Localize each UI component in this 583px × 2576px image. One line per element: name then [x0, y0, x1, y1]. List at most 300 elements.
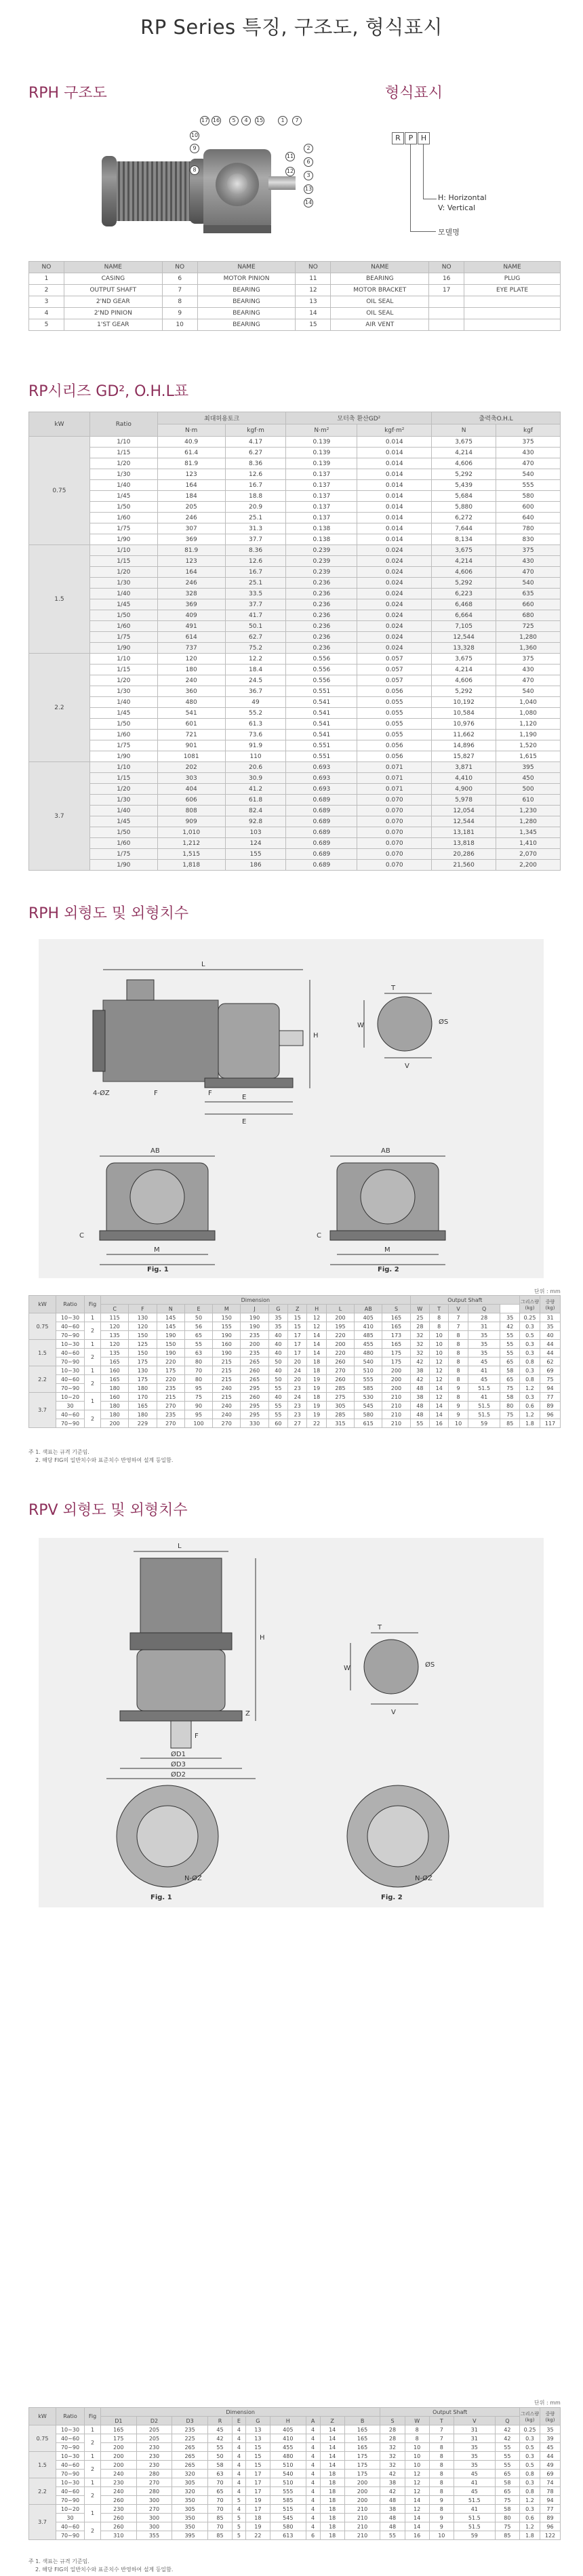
rpv-cell: 17: [245, 2487, 270, 2496]
rpv-cell: 480: [270, 2452, 306, 2461]
parts-cell: 12: [296, 285, 331, 296]
gd2-cell: 24.5: [225, 675, 286, 686]
gd2-cell: 0.236: [286, 578, 357, 589]
gd2-cell: 1,360: [496, 643, 561, 654]
rph-cell: 0.3: [520, 1393, 540, 1402]
rpv-cell: 19: [245, 2496, 270, 2505]
rph-cell: 40: [540, 1331, 561, 1340]
rpv-header: 중량 (kg): [540, 2408, 561, 2425]
gd2-cell: 1/10: [89, 437, 157, 448]
rpv-cell: 55: [495, 2452, 519, 2461]
gd2-cell: 0.055: [357, 730, 432, 740]
rph-fig-cell: 1: [85, 1393, 101, 1410]
rph-cell: 55: [268, 1402, 287, 1410]
rph-cell: 175: [157, 1366, 184, 1375]
gd2-cell: 2,200: [496, 860, 561, 871]
gd2-cell: 635: [496, 589, 561, 599]
rph-cell: 42: [410, 1375, 429, 1384]
rpv-cell: 4: [233, 2434, 246, 2443]
rpv-cell: 200: [344, 2487, 380, 2496]
rph-row: [29, 1313, 561, 1322]
gd2-row: [29, 740, 561, 751]
gd2-cell: 375: [496, 654, 561, 665]
gd2-cell: 3,675: [432, 545, 496, 556]
rpv-cell: 69: [540, 2470, 561, 2478]
rpv-subheader: D2: [136, 2417, 172, 2425]
rph-row: [29, 1393, 561, 1402]
rph-fig-cell: 2: [85, 1410, 101, 1428]
callout: 12: [285, 167, 295, 176]
rpv-cell: 4: [306, 2496, 320, 2505]
rpv-cell: 200: [344, 2478, 380, 2487]
rph-cell: 55: [500, 1340, 520, 1349]
rph-cell: 8: [430, 1313, 449, 1322]
rph-cell: 260: [326, 1375, 354, 1384]
rpv-cell: 265: [172, 2452, 208, 2461]
format-letter-p: P: [405, 132, 417, 144]
rpv-cell: 12: [405, 2478, 429, 2487]
rpv-dim-label: ØD3: [171, 1761, 186, 1768]
rpv-cell: 48: [380, 2514, 405, 2522]
rph-subheader: F: [129, 1305, 157, 1313]
gd2-cell: 0.138: [286, 534, 357, 545]
gd2-row: [29, 502, 561, 513]
rpv-subheader: Z: [320, 2417, 344, 2425]
gd2-cell: 1/30: [89, 469, 157, 480]
rph-cell: 80: [184, 1358, 212, 1366]
rpv-cell: 165: [344, 2434, 380, 2443]
rpv-fig-cell: 2: [85, 2487, 101, 2505]
gd2-cell: 0.551: [286, 740, 357, 751]
rpv-cell: 40~60: [56, 2522, 85, 2531]
rph-cell: 215: [157, 1393, 184, 1402]
rph-cell: 150: [157, 1340, 184, 1349]
rph-cell: 40~60: [56, 1375, 85, 1384]
rpv-cell: 585: [270, 2496, 306, 2505]
rph-cell: 42: [410, 1358, 429, 1366]
rph-dim-label: 4-ØZ: [93, 1090, 110, 1097]
gd2-cell: 680: [496, 610, 561, 621]
rpv-cell: 18: [320, 2522, 344, 2531]
rpv-cell: 270: [136, 2505, 172, 2514]
gd2-cell: 1/15: [89, 556, 157, 567]
rph-kw-cell: 3.7: [29, 1393, 56, 1428]
rph-cell: 63: [184, 1349, 212, 1358]
rpv-fig1-label: Fig. 1: [150, 1894, 172, 1901]
rph-row: [29, 1358, 561, 1366]
gd2-cell: 540: [496, 469, 561, 480]
gd2-cell: 1/75: [89, 740, 157, 751]
parts-cell: BEARING: [331, 273, 429, 285]
rph-row: [29, 1349, 561, 1358]
rph-cell: 210: [382, 1402, 410, 1410]
rpv-cell: 4: [233, 2505, 246, 2514]
rpv-cell: 265: [172, 2461, 208, 2470]
rpv-cell: 200: [344, 2496, 380, 2505]
rpv-cell: 580: [270, 2522, 306, 2531]
rph-subheader: T: [430, 1305, 449, 1313]
parts-header: NO: [29, 262, 64, 273]
gd2-cell: 1/20: [89, 784, 157, 795]
rpv-subheader: E: [233, 2417, 246, 2425]
rpv-fig2-label: Fig. 2: [381, 1894, 403, 1901]
rpv-fig-cell: 1: [85, 2505, 101, 2522]
rph-cell: 18: [307, 1393, 326, 1402]
rph-note-2: 2. 해당 FIG의 일반치수와 표준치수 반영하여 설계 등일함.: [35, 1457, 174, 1463]
gd2-cell: 601: [157, 719, 225, 730]
rph-cell: 200: [326, 1340, 354, 1349]
gd2-row: [29, 708, 561, 719]
rpv-cell: 70~90: [56, 2443, 85, 2452]
gd2-cell: 430: [496, 448, 561, 458]
rph-cell: 70: [184, 1366, 212, 1375]
gd2-cell: 0.070: [357, 795, 432, 806]
rph-cell: 235: [241, 1331, 268, 1340]
rph-cell: 44: [540, 1340, 561, 1349]
rpv-cell: 8: [429, 2443, 454, 2452]
gd2-cell: 202: [157, 762, 225, 773]
gd2-cell: 8.36: [225, 545, 286, 556]
parts-cell: [464, 296, 561, 308]
gd2-row: [29, 686, 561, 697]
gd2-cell: 725: [496, 621, 561, 632]
rpv-cell: 613: [270, 2531, 306, 2540]
gd2-cell: 103: [225, 827, 286, 838]
structure-section-title: RPH 구조도: [28, 85, 107, 102]
gd2-cell: 721: [157, 730, 225, 740]
rph-cell: 8: [449, 1375, 468, 1384]
gd2-cell: 240: [157, 675, 225, 686]
parts-row: [29, 296, 561, 308]
rpv-cell: 51.5: [454, 2514, 495, 2522]
rpv-cell: 8: [405, 2425, 429, 2434]
rpv-cell: 235: [172, 2425, 208, 2434]
rpv-cell: 42: [495, 2434, 519, 2443]
gd2-cell: 0.014: [357, 448, 432, 458]
rpv-cell: 45: [540, 2443, 561, 2452]
gd2-cell: 1/60: [89, 621, 157, 632]
gd2-cell: 8,134: [432, 534, 496, 545]
gd2-cell: 0.693: [286, 784, 357, 795]
rph-cell: 50: [268, 1358, 287, 1366]
rph-cell: 14: [430, 1410, 449, 1419]
gd2-cell: 180: [157, 665, 225, 675]
gd2-subheader: kgf·m: [225, 424, 286, 437]
rpv-cell: 40~60: [56, 2434, 85, 2443]
rpv-cell: 13: [245, 2434, 270, 2443]
rph-cell: 55: [500, 1349, 520, 1358]
rpv-cell: 4: [233, 2443, 246, 2452]
rpv-cell: 10: [405, 2461, 429, 2470]
rph-row: [29, 1375, 561, 1384]
rph-subheader: E: [184, 1305, 212, 1313]
rph-cell: 145: [157, 1322, 184, 1331]
parts-cell: 3: [29, 296, 64, 308]
gd2-cell: 0.071: [357, 773, 432, 784]
gd2-row: [29, 697, 561, 708]
rph-cell: 585: [355, 1384, 382, 1393]
rpv-cell: 8: [429, 2452, 454, 2461]
rpv-cell: 35: [540, 2425, 561, 2434]
gd2-cell: 186: [225, 860, 286, 871]
rph-cell: 229: [129, 1419, 157, 1428]
rph-cell: 14: [307, 1349, 326, 1358]
gd2-cell: 1/10: [89, 654, 157, 665]
rph-cell: 10~20: [56, 1393, 85, 1402]
gd2-cell: 0.689: [286, 816, 357, 827]
rpv-cell: 70: [207, 2496, 232, 2505]
rpv-cell: 16: [405, 2531, 429, 2540]
rpv-cell: 4: [233, 2425, 246, 2434]
rpv-cell: 28: [380, 2434, 405, 2443]
rph-dim-label: W: [357, 1022, 364, 1029]
rpv-row: [29, 2434, 561, 2443]
gd2-cell: 0.057: [357, 654, 432, 665]
gd2-cell: 0.139: [286, 458, 357, 469]
gd2-cell: 1/50: [89, 610, 157, 621]
parts-row: [29, 273, 561, 285]
rpv-cell: 230: [136, 2461, 172, 2470]
rpv-cell: 210: [344, 2531, 380, 2540]
rph-cell: 17: [288, 1331, 307, 1340]
gd2-cell: 50.1: [225, 621, 286, 632]
rph-cell: 35: [500, 1313, 520, 1322]
rph-cell: 115: [101, 1313, 129, 1322]
rpv-cell: 30: [56, 2514, 85, 2522]
rpv-cell: 75: [495, 2522, 519, 2531]
rph-cell: 8: [430, 1322, 449, 1331]
gd2-cell: 1/40: [89, 697, 157, 708]
gd2-cell: 0.551: [286, 751, 357, 762]
rph-cell: 200: [326, 1313, 354, 1322]
rpv-dim-label: ØS: [425, 1661, 435, 1669]
gd2-cell: 0.070: [357, 806, 432, 816]
gd2-row: [29, 599, 561, 610]
parts-cell: 5: [29, 319, 64, 331]
gd2-cell: 0.024: [357, 545, 432, 556]
rpv-cell: 70: [207, 2505, 232, 2514]
rph-cell: 60: [268, 1419, 287, 1428]
rph-cell: 270: [213, 1419, 241, 1428]
rpv-cell: 18: [320, 2514, 344, 2522]
parts-cell: PLUG: [464, 273, 561, 285]
rpv-cell: 75: [495, 2496, 519, 2505]
rph-subheader: V: [449, 1305, 468, 1313]
rph-fig-cell: 2: [85, 1375, 101, 1393]
rpv-cell: 355: [136, 2531, 172, 2540]
rph-cell: 175: [382, 1358, 410, 1366]
gd2-cell: 110: [225, 751, 286, 762]
rpv-cell: 14: [405, 2522, 429, 2531]
rpv-subheader: B: [344, 2417, 380, 2425]
rph-kw-cell: 1.5: [29, 1340, 56, 1366]
rpv-cell: 38: [380, 2505, 405, 2514]
gd2-cell: 1/60: [89, 513, 157, 523]
rph-cell: 190: [213, 1331, 241, 1340]
gd2-subheader: N·m: [157, 424, 225, 437]
rph-cell: 10~30: [56, 1313, 85, 1322]
gd2-cell: 0.137: [286, 513, 357, 523]
rpv-cell: 5: [233, 2531, 246, 2540]
rpv-cell: 28: [380, 2425, 405, 2434]
gd2-row: [29, 632, 561, 643]
gd2-cell: 540: [496, 686, 561, 697]
rph-cell: 165: [129, 1402, 157, 1410]
rpv-note-1: 주 1. 색표는 규격 기준임.: [28, 2558, 89, 2564]
callout: 10: [190, 131, 199, 140]
rpv-cell: 32: [380, 2452, 405, 2461]
rpv-cell: 12: [405, 2487, 429, 2496]
gd2-row: [29, 437, 561, 448]
rph-cell: 150: [129, 1349, 157, 1358]
gd2-row: [29, 545, 561, 556]
gd2-cell: 1,120: [496, 719, 561, 730]
rpv-dim-label: Z: [245, 1710, 250, 1718]
rph-cell: 0.3: [520, 1349, 540, 1358]
rpv-cell: 14: [405, 2496, 429, 2505]
rph-cell: 295: [241, 1384, 268, 1393]
rpv-cell: 175: [344, 2470, 380, 2478]
rph-cell: 75: [184, 1393, 212, 1402]
rph-cell: 210: [382, 1419, 410, 1428]
rpv-cell: 14: [320, 2443, 344, 2452]
rpv-cell: 320: [172, 2487, 208, 2496]
gd2-cell: 5,684: [432, 491, 496, 502]
rph-cell: 40: [268, 1349, 287, 1358]
rpv-cell: 70~90: [56, 2470, 85, 2478]
rpv-dim-label: N-ØZ: [184, 1875, 202, 1882]
rpv-drawing-panel: [39, 1538, 544, 1907]
rph-cell: 180: [101, 1384, 129, 1393]
rpv-cell: 210: [344, 2505, 380, 2514]
gd2-cell: 0.014: [357, 469, 432, 480]
callout: 3: [304, 171, 313, 180]
rpv-cell: 310: [101, 2531, 137, 2540]
rpv-cell: 280: [136, 2487, 172, 2496]
gd2-cell: 7,644: [432, 523, 496, 534]
parts-cell: 8: [162, 296, 197, 308]
gd2-cell: 61.4: [157, 448, 225, 458]
gd2-cell: 81.9: [157, 458, 225, 469]
rpv-cell: 240: [101, 2470, 137, 2478]
rph-cell: 24: [288, 1366, 307, 1375]
rph-cell: 130: [129, 1313, 157, 1322]
gd2-row: [29, 567, 561, 578]
rph-cell: 100: [184, 1419, 212, 1428]
rph-row: [29, 1384, 561, 1393]
gd2-cell: 41.7: [225, 610, 286, 621]
rph-fig1-label: Fig. 1: [147, 1266, 169, 1273]
gd2-cell: 0.056: [357, 686, 432, 697]
rpv-cell: 42: [380, 2470, 405, 2478]
parts-cell: 2'ND GEAR: [64, 296, 162, 308]
gd2-header-torque: 최대허용토크: [157, 412, 286, 424]
rph-cell: 7: [449, 1322, 468, 1331]
rpv-dim-label: L: [178, 1543, 182, 1550]
rpv-cell: 555: [270, 2487, 306, 2496]
parts-cell: BEARING: [197, 285, 296, 296]
rph-cell: 160: [213, 1340, 241, 1349]
gd2-cell: 4,606: [432, 458, 496, 469]
rph-cell: 175: [129, 1358, 157, 1366]
parts-cell: 14: [296, 308, 331, 319]
rph-cell: 55: [410, 1419, 429, 1428]
rpv-cell: 0.8: [520, 2470, 540, 2478]
rph-cell: 0.25: [520, 1313, 540, 1322]
rph-cell: 315: [326, 1419, 354, 1428]
rph-cell: 220: [326, 1331, 354, 1340]
rpv-cell: 1.8: [520, 2531, 540, 2540]
callout: 4: [241, 116, 251, 125]
gd2-cell: 0.236: [286, 599, 357, 610]
gd2-cell: 430: [496, 665, 561, 675]
rph-cell: 200: [241, 1340, 268, 1349]
rph-cell: 70~90: [56, 1384, 85, 1393]
rpv-cell: 42: [380, 2487, 405, 2496]
rph-cell: 28: [468, 1313, 500, 1322]
rph-cell: 1.2: [520, 1410, 540, 1419]
rph-cell: 485: [355, 1331, 382, 1340]
rph-cell: 12: [430, 1358, 449, 1366]
rpv-cell: 49: [540, 2461, 561, 2470]
gd2-cell: 1/15: [89, 665, 157, 675]
rpv-cell: 65: [495, 2487, 519, 2496]
gd2-cell: 12,054: [432, 806, 496, 816]
rph-cell: 30: [56, 1402, 85, 1410]
gd2-cell: 10,192: [432, 697, 496, 708]
gd2-cell: 1,040: [496, 697, 561, 708]
rph-dim-label: T: [391, 985, 396, 992]
rpv-cell: 18: [320, 2470, 344, 2478]
rpv-subheader: S: [380, 2417, 405, 2425]
gd2-cell: 30.9: [225, 773, 286, 784]
gd2-cell: 0.071: [357, 762, 432, 773]
gd2-cell: 580: [496, 491, 561, 502]
gd2-cell: 0.693: [286, 762, 357, 773]
rph-cell: 31: [540, 1313, 561, 1322]
rph-cell: 510: [355, 1366, 382, 1375]
rph-cell: 215: [213, 1375, 241, 1384]
rpv-cell: 0.6: [520, 2514, 540, 2522]
gd2-cell: 0.057: [357, 665, 432, 675]
gd2-cell: 49: [225, 697, 286, 708]
gd2-cell: 1/40: [89, 806, 157, 816]
gd2-cell: 0.014: [357, 523, 432, 534]
gd2-cell: 480: [157, 697, 225, 708]
rph-cell: 51.5: [468, 1384, 500, 1393]
gd2-cell: 61.8: [225, 795, 286, 806]
rph-cell: 210: [382, 1410, 410, 1419]
gd2-row: [29, 556, 561, 567]
gd2-cell: 246: [157, 578, 225, 589]
rpv-cell: 48: [380, 2522, 405, 2531]
rpv-cell: 7: [429, 2434, 454, 2443]
gd2-cell: 0.056: [357, 740, 432, 751]
rpv-cell: 12: [405, 2505, 429, 2514]
gd2-row: [29, 795, 561, 806]
gd2-row: [29, 523, 561, 534]
rph-cell: 8: [449, 1393, 468, 1402]
rph-cell: 95: [184, 1384, 212, 1393]
rph-cell: 270: [157, 1402, 184, 1410]
gd2-cell: 470: [496, 567, 561, 578]
gd2-cell: 5,439: [432, 480, 496, 491]
rpv-cell: 35: [454, 2452, 495, 2461]
rph-cell: 165: [382, 1340, 410, 1349]
gd2-cell: 470: [496, 675, 561, 686]
rph-subheader: Z: [288, 1305, 307, 1313]
gd2-cell: 1,345: [496, 827, 561, 838]
